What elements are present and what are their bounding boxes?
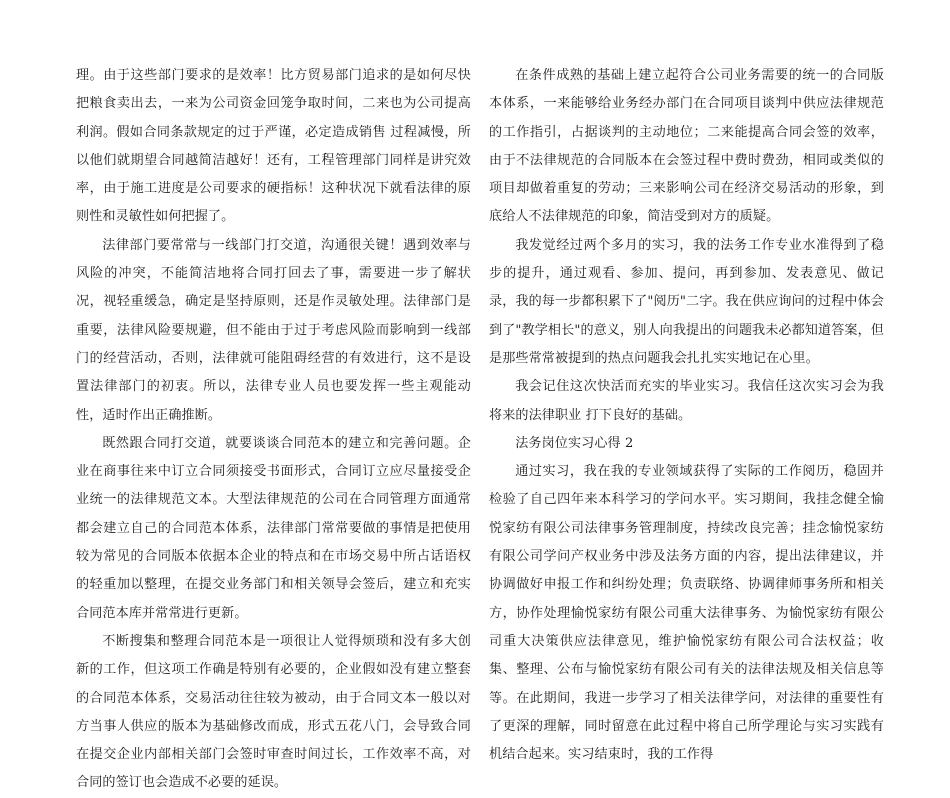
left-paragraph-2: 法律部门要常常与一线部门打交道，沟通很关键！遇到效率与风险的冲突，不能简洁地将合同打回去了事，需要进一步了解状况，视轻重缓急，确定是坚持原则，还是作灵敏处理。法律部门是重要，法律风险要规避，但不能由于过于考虑风险而影响到一线部门的经营活动，否则，法律就可能阻碍经营的有效进行，这不是设置法律部门的初衷。所以，法律专业人员也要发挥一些主观能动性，适时作出正确推断。 bbox=[76, 237, 471, 423]
right-paragraph-4: 通过实习，我在我的专业领域获得了实际的工作阅历，稳固并检验了自己四年来本科学习的学问水平。实习期间，我挂念健全愉悦家纺有限公司法律事务管理制度，持续改良完善；挂念愉悦家纺有限公司学问产权业务中涉及法务方面的内容，提出法律建议，并协调做好申报工作和纠纷处理；负责联络、协调律师事务所和相关方，协作处理愉悦家纺有限公司重大法律事务、为愉悦家纺有限公司重大决策供应法律意见，维护愉悦家纺有限公司合法权益；收集、整理、公布与愉悦家纺有限公司有关的法律法规及相关信息等等。在此期间，我进一步学习了相关法律学问，对法律的重要性有了更深的理解，同时留意在此过程中将自己所学理论与实习实践有机结合起来。实习结束时，我的工作得 bbox=[489, 464, 884, 763]
section-heading: 法务岗位实习心得 2 bbox=[515, 435, 634, 451]
left-paragraph-4: 不断搜集和整理合同范本是一项很让人觉得烦琐和没有多大创新的工作，但这项工作确是特别有必要的，企业假如没有建立整套的合同范本体系，交易活动往往较为被动，由于合同文本一般以对方当事人供应的版本为基础修改而成，形式五花八门，会导致合同在提交企业内部相关部门会签时审查时间过长，工作效率不高，对合同的签订也会造成不必要的延误。 bbox=[76, 633, 471, 791]
left-paragraph-1: 理。由于这些部门要求的是效率！比方贸易部门追求的是如何尽快把粮食卖出去，一来为公司资金回笼争取时间，二来也为公司提高利润。假如合同条款规定的过于严谨，必定造成销售 过程减慢，所以他们就期望合同越简洁越好！还有，工程管理部门同样是讲究效率，由于施工进度是公司要求的硬指标！这种状况下就看法律的原则性和灵敏性如何把握了。 bbox=[76, 68, 471, 225]
left-paragraph-3: 既然跟合同打交道，就要谈谈合同范本的建立和完善问题。企业在商事往来中订立合同须接受书面形式，合同订立应尽量接受企业统一的法律规范文本。大型法律规范的公司在合同管理方面通常都会建立自己的合同范本体系，法律部门常常要做的事情是把使用较为常见的合同版本依据本企业的特点和在市场交易中所占话语权的轻重加以整理，在提交业务部门和相关领导会签后，建立和充实合同范本库并常常进行更新。 bbox=[76, 435, 471, 621]
right-paragraph-3: 我会记住这次快活而充实的毕业实习。我信任这次实习会为我将来的法律职业 打下良好的基础。 bbox=[489, 379, 884, 423]
right-column bbox=[489, 62, 884, 769]
left-column bbox=[76, 62, 471, 798]
right-paragraph-1: 在条件成熟的基础上建立起符合公司业务需要的统一的合同版本体系，一来能够给业务经办部门在合同项目谈判中供应法律规范的工作指引，占据谈判的主动地位；二来能提高合同会签的效率，由于不法律规范的合同版本在会签过程中费时费劲，相同或类似的项目却做着重复的劳动；三来影响公司在经济交易活动的形象，到底给人不法律规范的印象，简洁受到对方的质疑。 bbox=[489, 68, 884, 225]
right-paragraph-2: 我发觉经过两个多月的实习，我的法务工作专业水准得到了稳步的提升，通过观看、参加、提问，再到参加、发表意见、做记录，我的每一步都积累下了"阅历"二字。我在供应询问的过程中体会到了"教学相长"的意义，别人向我提出的问题我未必都知道答案，但是那些常常被提到的热点问题我会扎扎实实地记在心里。 bbox=[489, 237, 884, 366]
